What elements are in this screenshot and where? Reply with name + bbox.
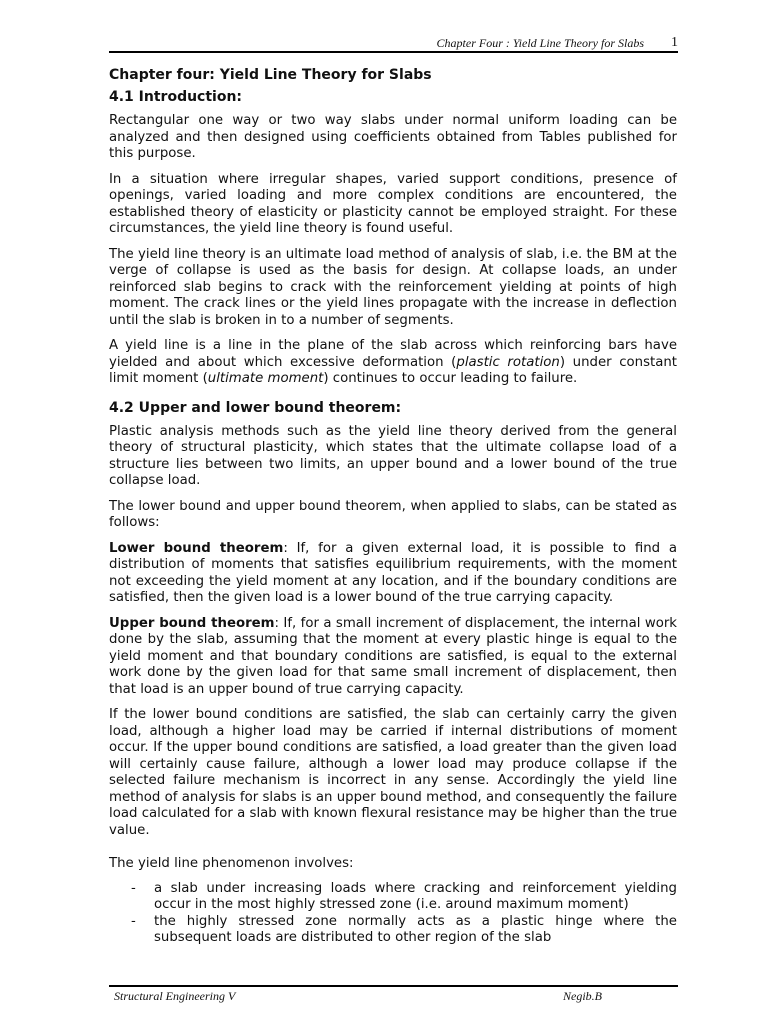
intro-p4-text-a: A yield line is a line in the plane of the slab across which reinforcing bars have yielded and about which excessive deformation ( <box>109 338 677 370</box>
bounds-paragraph-1: Plastic analysis methods such as the yield line theory derived from the general theory of structural plasticity, which states that the ultimate collapse load of a structure lies between two limits, an upper bound and a lower bound of the true collapse load. <box>109 423 677 488</box>
page-number: 1 <box>671 35 678 50</box>
ultimate-moment-term: ultimate moment <box>207 371 324 386</box>
document-body <box>109 64 677 947</box>
section-heading-bound-theorem: 4.2 Upper and lower bound theorem: <box>109 399 402 416</box>
footer-rule <box>109 985 678 987</box>
upper-bound-theorem <box>109 616 677 699</box>
upper-bound-text: : If, for a small increment of displacement, the internal work done by the slab, assuming that the moment at every plastic hinge is equal to the yield moment and that boundary conditions are satisfied, is equal to the external work done by the given load for that same small increment of displacement, then that load is an upper bound of true carrying capacity. <box>109 615 677 697</box>
plastic-rotation-term: plastic rotation <box>456 354 560 370</box>
intro-paragraph-3: The yield line theory is an ultimate load method of analysis of slab, i.e. the BM at the verge of collapse is used as the basis for design. At collapse loads, an under reinforced slab begins to crack with the reinforcement yielding at points of high moment. The crack lines or the yield lines propagate with the increase in deflection until the slab is broken in to a number of segments. <box>109 246 677 328</box>
header-rule <box>109 51 678 53</box>
running-header <box>109 36 678 52</box>
list-item <box>109 881 677 914</box>
running-header-title: Chapter Four : Yield Line Theory for Slabs <box>436 36 644 50</box>
bullet-dash: - <box>131 880 136 896</box>
footer-author: Negib.B <box>563 989 602 1003</box>
upper-bound-label: Upper bound theorem <box>109 615 275 631</box>
intro-paragraph-4 <box>109 338 677 388</box>
intro-p4-text-b: ) under constant limit moment ( <box>109 354 678 386</box>
footer-course: Structural Engineering V <box>114 989 236 1003</box>
lower-bound-label: Lower bound theorem <box>109 540 284 556</box>
chapter-title: Chapter four: Yield Line Theory for Slabs <box>109 67 432 83</box>
intro-paragraph-1: Rectangular one way or two way slabs under normal uniform loading can be analyzed and then designed using coefficients obtained from Tables published for this purpose. <box>109 113 677 161</box>
lower-bound-theorem <box>109 541 677 607</box>
list-item-text: the highly stressed zone normally acts as a plastic hinge where the subsequent loads are distributed to other region of the slab <box>154 913 677 945</box>
bounds-paragraph-3: If the lower bound conditions are satisfied, the slab can certainly carry the given load, although a higher load may be carried if internal distributions of moment occur. If the upper bound conditions are satisfied, a load greater than the given load will certainly cause failure, although a lower load may produce collapse if the selected failure mechanism is incorrect in any sense. Accordingly the yield line method of analysis for slabs is an upper bound method, and consequently the failure load calculated for a slab with known flexural resistance may be higher than the true value. <box>109 707 677 838</box>
yield-line-phenomenon-list <box>109 881 677 947</box>
bullet-dash: - <box>131 913 136 929</box>
list-item-text: a slab under increasing loads where cracking and reinforcement yielding occur in the most highly stressed zone (i.e. around maximum moment) <box>154 880 677 912</box>
bounds-paragraph-4: The yield line phenomenon involves: <box>109 856 354 871</box>
lower-bound-text: : If, for a given external load, it is possible to find a distribution of moments that satisfies equilibrium requirements, with the moment not exceeding the yield moment at any location, and if the boundary conditions are satisfied, then the given load is a lower bound of the true carrying capacity. <box>109 540 677 605</box>
list-item <box>109 914 677 947</box>
bounds-paragraph-2: The lower bound and upper bound theorem, when applied to slabs, can be stated as follows: <box>109 498 677 530</box>
intro-paragraph-2: In a situation where irregular shapes, varied support conditions, presence of openings, varied loading and more complex conditions are encountered, the established theory of elasticity or plasticity cannot be employed straight. For these circumstances, the yield line theory is found useful. <box>109 171 677 236</box>
section-heading-introduction: 4.1 Introduction: <box>109 89 243 105</box>
intro-p4-text-c: ) continues to occur leading to failure. <box>323 371 578 386</box>
